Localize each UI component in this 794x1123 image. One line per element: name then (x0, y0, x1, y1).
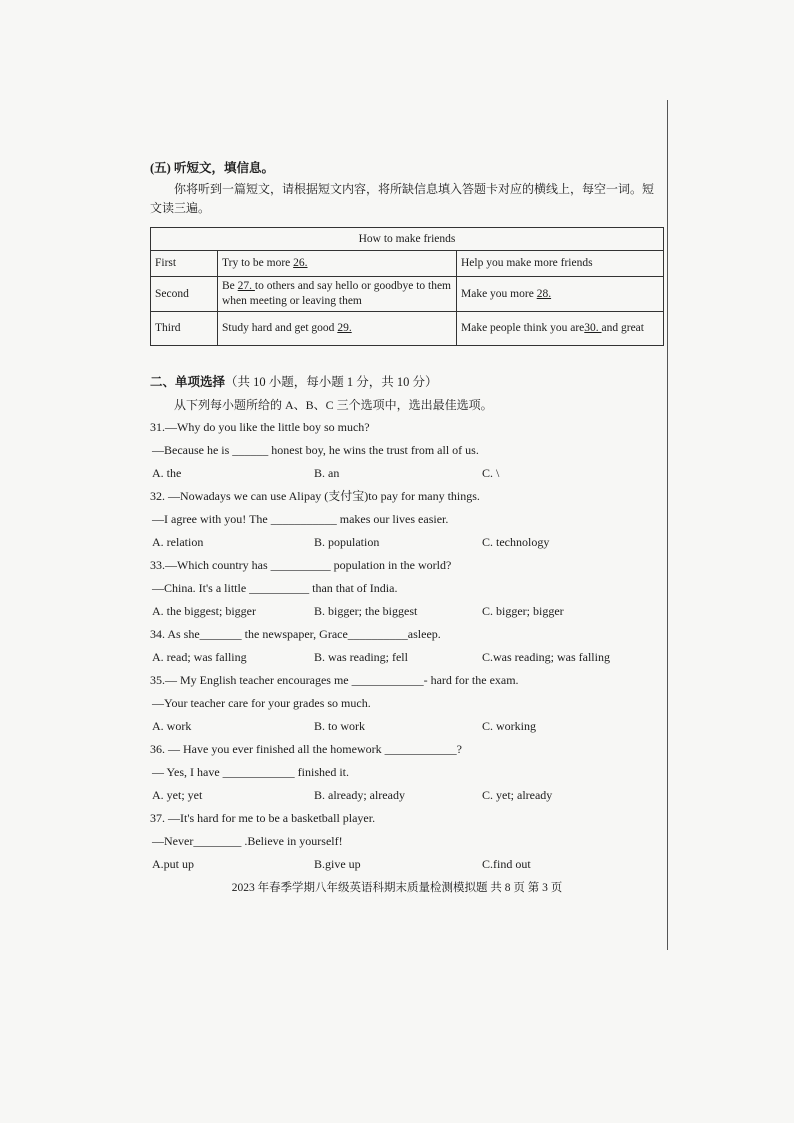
question-36 (150, 738, 665, 807)
question-33 (150, 554, 665, 623)
table-row (151, 312, 664, 346)
question-options (150, 600, 665, 623)
question-options (150, 646, 665, 669)
option-b: B. was reading; fell (314, 650, 408, 665)
section5-title: (五) 听短文，填信息。 (150, 161, 274, 175)
option-a: A. work (152, 719, 192, 734)
option-c: C. bigger; bigger (482, 604, 564, 619)
question-answer-line: —I agree with you! The ___________ makes our lives easier. (152, 512, 449, 527)
question-35 (150, 669, 665, 738)
question-answer-line: —Never________ .Believe in yourself! (152, 834, 343, 849)
option-c: C. working (482, 719, 536, 734)
option-a: A. the biggest; bigger (152, 604, 256, 619)
question-stem: 34. As she_______ the newspaper, Grace__________asleep. (150, 627, 441, 642)
question-34 (150, 623, 665, 669)
question-answer-line: —Your teacher care for your grades so much. (152, 696, 371, 711)
question-answer-line: —Because he is ______ honest boy, he wins the trust from all of us. (152, 443, 479, 458)
option-b: B.give up (314, 857, 361, 872)
question-stem: 31.—Why do you like the little boy so much? (150, 420, 370, 435)
section2-instruction: 从下列每小题所给的 A、B、C 三个选项中，选出最佳选项。 (174, 397, 493, 412)
page-footer: 2023 年春季学期八年级英语科期末质量检测模拟题 共 8 页 第 3 页 (231, 882, 563, 894)
question-31 (150, 416, 665, 485)
page-content (150, 160, 665, 876)
friends-table (150, 227, 664, 346)
row-step: Second (151, 277, 218, 312)
table-row (151, 277, 664, 312)
option-c: C.find out (482, 857, 531, 872)
option-b: B. an (314, 466, 340, 481)
row-step: First (151, 251, 218, 277)
option-a: A.put up (152, 857, 194, 872)
option-b: B. bigger; the biggest (314, 604, 418, 619)
question-options (150, 531, 665, 554)
question-stem: 32. —Nowadays we can use Alipay (支付宝)to pay for many things. (150, 489, 480, 504)
option-b: B. already; already (314, 788, 405, 803)
section2-title: 二、单项选择（共 10 小题，每小题 1 分，共 10 分） (150, 375, 438, 390)
option-a: A. yet; yet (152, 788, 203, 803)
question-answer-line: — Yes, I have ____________ finished it. (152, 765, 349, 780)
row-middle: Study hard and get good 29. (218, 312, 457, 346)
option-a: A. relation (152, 535, 204, 550)
page-edge-line (667, 100, 668, 950)
option-c: C. yet; already (482, 788, 553, 803)
question-stem: 37. —It's hard for me to be a basketball player. (150, 811, 376, 826)
question-stem: 35.— My English teacher encourages me ____________- hard for the exam. (150, 673, 519, 688)
question-options (150, 462, 665, 485)
option-c: C. technology (482, 535, 550, 550)
question-stem: 36. — Have you ever finished all the homework ____________? (150, 742, 462, 757)
question-stem: 33.—Which country has __________ population in the world? (150, 558, 452, 573)
section5-instruction: 你将听到一篇短文，请根据短文内容，将所缺信息填入答题卡对应的横线上，每空一词。短文读三遍。 (150, 182, 655, 215)
row-right: Help you make more friends (457, 251, 664, 277)
row-middle: Try to be more 26. (218, 251, 457, 277)
option-a: A. the (152, 466, 182, 481)
table-header: How to make friends (151, 228, 664, 251)
table-row (151, 251, 664, 277)
row-step: Third (151, 312, 218, 346)
row-middle: Be 27. to others and say hello or goodbye to them when meeting or leaving them (218, 277, 457, 312)
option-a: A. read; was falling (152, 650, 247, 665)
option-b: B. population (314, 535, 380, 550)
question-options (150, 715, 665, 738)
question-answer-line: —China. It's a little __________ than that of India. (152, 581, 398, 596)
row-right: Make people think you are30. and great (457, 312, 664, 346)
question-32 (150, 485, 665, 554)
option-b: B. to work (314, 719, 365, 734)
row-right: Make you more 28. (457, 277, 664, 312)
option-c: C.was reading; was falling (482, 650, 610, 665)
option-c: C. \ (482, 466, 500, 481)
question-37 (150, 807, 665, 876)
question-options (150, 853, 665, 876)
question-options (150, 784, 665, 807)
